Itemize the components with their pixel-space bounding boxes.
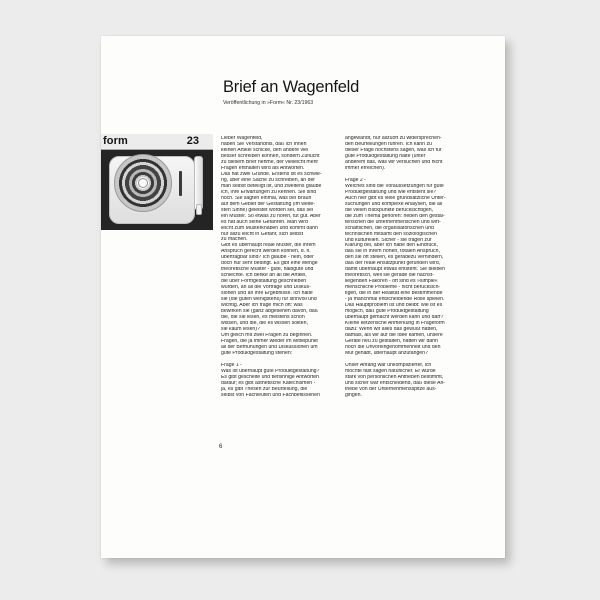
right-column-line: den sie oft stellen, es geradezu verhindern, [345, 255, 444, 261]
record-center [138, 178, 148, 188]
right-column-line: Auch hier gibt es viele grundsätzliche Unter- [345, 195, 446, 201]
left-column-line: Fragen, die ja immer wieder im Mittelpunkt [221, 338, 318, 344]
left-column-line: Es gibt gescheite und tiefsinnige Antworten [221, 374, 320, 380]
left-column-line: besser schreiben können, sondern Zuflucht [221, 153, 320, 159]
right-column-line: möchte fast sagen natürlicher. Er wurde [345, 368, 436, 374]
left-column-line: sionen und an ihre Ergebnisse. Ich halte [221, 291, 313, 297]
left-column-line: selbst von Fachleuten und Fachbeflissenen [221, 392, 320, 398]
left-column-line: haben Sie Verständnis, daß ich Ihnen [221, 141, 307, 147]
left-column-line: doch nur sehr bedingt. Es gibt eine Menge [221, 261, 318, 267]
left-column-line: zu machen. [221, 237, 248, 243]
right-column-line: menschliche Probleme - nicht berücksich- [345, 285, 441, 291]
left-column-line: sie (die guten wenigstens) für sinnvoll und [221, 297, 317, 303]
left-column-line: rig, über eine Sache zu schreiben, an der [221, 177, 316, 183]
magazine-cover-number: 23 [186, 135, 199, 147]
article-subtitle: Veröffentlichung in »Form« Nr. 23/1963 [223, 100, 314, 106]
right-column-line: suchungen und komplexe Analysen, die all [345, 201, 443, 207]
right-column-line: angewandt, nur allzuoft zu widersprechen- [345, 136, 442, 141]
page-number: 6 [219, 444, 223, 450]
left-column-line: sten Sinne) geleistet worden sei, das sei [221, 207, 314, 213]
left-column-line: wichtig. Aber ich frage mich oft: was [221, 303, 303, 309]
left-column-line: Was ist überhaupt gute Produktgestaltung? [221, 368, 320, 374]
right-column-line: Mut gehabt, überhaupt anzufangen? [345, 350, 428, 356]
left-column-line: wurden, an all die Vorträge und Diskus- [221, 285, 311, 291]
right-column-line: möglich, daß gute Produktgestaltung [345, 309, 429, 315]
left-column-line: gute Produktgestaltung stehen: [221, 350, 293, 356]
left-column-line: die über Formgestaltung geschrieben [221, 279, 307, 285]
left-column-line: sie kaum lesen)? [221, 327, 260, 332]
record-player-arm [194, 156, 203, 210]
left-column-line: Anspruch gerecht werden können, d. h. [221, 249, 311, 255]
left-column-line: all der Bemühungen und Diskussionen um [221, 344, 318, 350]
right-column-line: gute Produktgestaltung halte (unter [345, 153, 426, 159]
right-column-line: dazu: Wenn wir alles das gewußt hätten, [345, 327, 438, 333]
record-player-slot [179, 171, 182, 196]
magazine-cover-header [101, 134, 213, 150]
left-column [221, 136, 342, 399]
magazine-cover-image [101, 134, 213, 230]
right-column-line: überhaupt gemacht werden kann und darf? [345, 315, 444, 321]
left-column-line: wissen, und die, die es wissen sollten, [221, 321, 308, 327]
right-column-line: noch die Unvoreingenommenheit und den [345, 344, 441, 350]
left-column-line: Das hat zwei Gründe. Erstens ist es schwie- [221, 171, 322, 177]
magazine-cover-title: form [103, 135, 128, 147]
right-column-line: technischen mitsamt den soziologischen [345, 231, 438, 237]
right-column-line: damit überhaupt etwas entsteht. Sie bleiben [345, 267, 446, 273]
left-column-line: schlechte. Ich denke an all die Artikel, [221, 273, 307, 279]
right-column-line: damals, als wir auf die Idee kamen, unsere [345, 333, 443, 338]
left-column-line: die, die sie lesen, es meistens schon [221, 315, 305, 321]
right-column-line: theoretisch, weil sie gerade die nächst- [345, 273, 434, 279]
left-column-line: ein Muster. So etwas zu hören, tut gut. Aber [221, 213, 321, 219]
right-column-line: Produktgestaltung und wie entsteht sie? [345, 189, 437, 195]
left-column-line: hoch. Sie sagten einmal, was bei Braun [221, 195, 312, 201]
right-column-line: Klärung bei, aber ich habe den Eindruck, [345, 243, 438, 249]
right-column-line: tigen, die in der Realität eine bestimmende [345, 291, 443, 297]
right-column-line: gingen. [345, 392, 362, 398]
right-column-line: Das Hauptproblem ist und bleibt: wie ist es [345, 303, 443, 309]
right-column-line: dieser Frage höchstens sagen, was ich für [345, 147, 442, 153]
left-column-line: keinen Artikel schicke, den andere viel [221, 147, 309, 153]
left-column-line: zu diesem Brief nehme, der vielleicht mehr [221, 159, 319, 165]
right-column-line: den Beurteilungen führen. Ich kann zu [345, 141, 432, 147]
left-column-line: darauf; es gibt ästhetische Katechismen - [221, 380, 316, 386]
right-column-line: Welches sind die Voraussetzungen für gute [345, 183, 444, 189]
left-column-line: auf dem Gebiet der Gestaltung (im weite- [221, 201, 316, 207]
right-column-line: schaftlichen, die organisatorischen und [345, 225, 434, 231]
left-column-line: Frage 1 - [221, 362, 242, 368]
right-column-line: daß der reale Ansatzpunkt gefunden wird, [345, 261, 441, 267]
right-column-line: stark von persönlichen Antrieben bestimmt, [345, 374, 444, 380]
left-column-line: man selbst beteiligt ist, und zweitens glaube [221, 183, 322, 189]
left-column-line: Gibt es überhaupt reale Muster, die ihrem [221, 243, 316, 249]
right-column-line: die vielen Blickpunkte berücksichtigen, [345, 207, 434, 213]
right-column-line: Frage 2 - [345, 177, 366, 183]
right-column-line: triebe von der Unternehmensspitze aus- [345, 386, 437, 392]
right-column-line: Geräte neu zu gestalten, hätten wir dann [345, 338, 438, 344]
article-title: Brief an Wagenfeld [223, 78, 360, 96]
right-column-line: und kulturellen. Sicher - sie tragen zur [345, 237, 432, 243]
right-column [345, 136, 466, 399]
right-column-line: und sicher war entscheidend, daß diese An- [345, 380, 446, 386]
left-column-line: Um gleich mit zwei Fragen zu beginnen. [221, 332, 313, 338]
left-column-line: ich, Ihre Erwartungen zu kennen. Sie sind [221, 189, 317, 195]
left-column-line: es hat auch seine Gefahren. Man wird [221, 219, 308, 225]
left-column-line: übertragbar sind? Ich glaube - nein, oder [221, 255, 314, 261]
right-column-line: - ja manchmal entscheidende Rolle spielen. [345, 297, 445, 303]
right-column-line: liegenden Fakoren - oft sind es »simple« [345, 279, 438, 285]
right-column-line: die zum Thema gehören: neben den gestal- [345, 213, 445, 219]
left-column-line: Lieber Wagenfeld, [221, 136, 263, 141]
left-column-line: nur allzu leicht in Gefahr, sich selbst [221, 231, 304, 237]
left-column-line: leicht zum Musterknaben und kommt dann [221, 225, 318, 231]
right-column-line: terischen die unternehmerischen und wirt- [345, 219, 441, 225]
left-column-line: theoretische Muster - gute, halbgute und [221, 267, 314, 273]
right-column-line: Unser Anfang war unkomplizierter, ich [345, 362, 432, 368]
left-column-line: ja, es gibt Thesen zur Beurteilung, die [221, 386, 308, 392]
right-column-line: Kleine ketzerische Anmerkung in Frageform [345, 321, 445, 327]
left-column-line: bewirken sie (ganz abgesehen davon, daß [221, 309, 318, 315]
right-column-line: anderem das, was wir versuchen und nicht [345, 159, 443, 165]
document-page [101, 36, 505, 558]
right-column-line: immer erreichen). [345, 165, 386, 171]
left-column-line: Fragen enthalten wird als Antworten. [221, 165, 305, 171]
right-column-line: daß sie in ihrem hohen, totalen Anspruch, [345, 249, 440, 255]
